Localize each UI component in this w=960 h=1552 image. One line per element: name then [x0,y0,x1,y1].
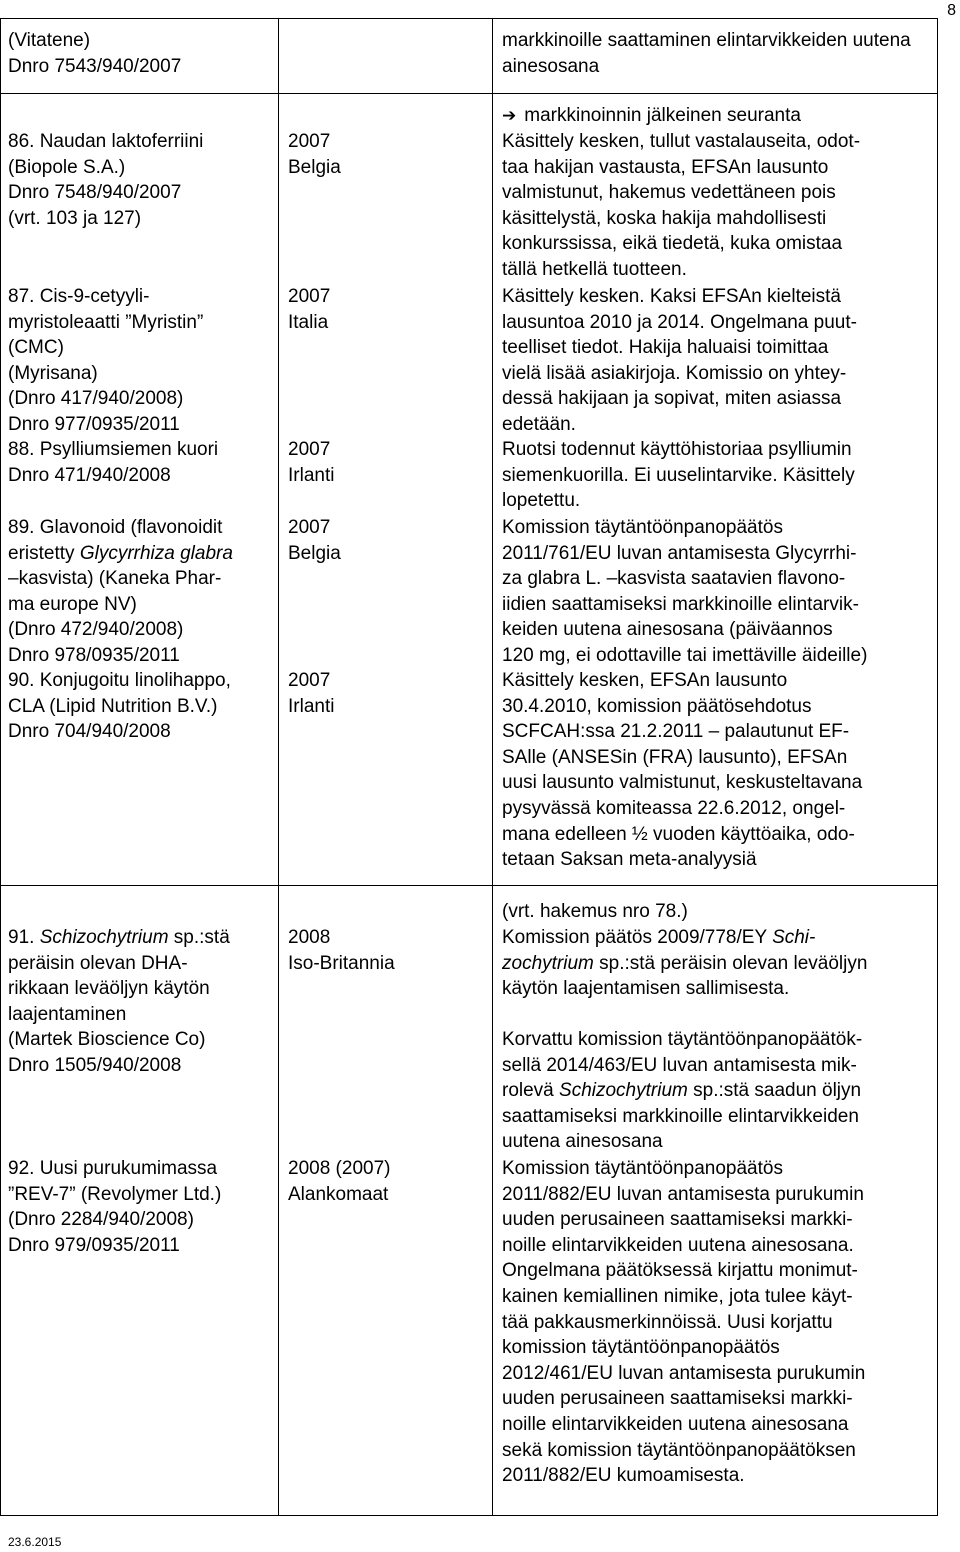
status-text-italic: Schizochytrium [559,1080,688,1102]
row-status-cell: markkinoille saattaminen elintarvikkeiden uutena ainesosana [502,30,911,77]
row-item-cell: 88. Psylliumsiemen kuori Dnro 471/940/2008 [8,439,219,486]
item-text: sp.:stä peräisin olevan DHA- rikkaan leväöljyn käytön laajentaminen (Martek Bioscience Co) Dnro 1505/940/2008 [8,927,230,1076]
row-item-cell: (Vitatene) Dnro 7543/940/2007 [8,30,182,77]
row-year-country-cell: 2007 Irlanti [288,439,335,486]
row-status-cell: Käsittely kesken, tullut vastalauseita, odot- taa hakijan vastausta, EFSAn lausunto valmistunut, hakemus vedettäneen pois käsittelystä, koska hakija mahdollisesti konkurssissa, eikä tiedetä, kuka omistaa tällä hetkellä tuotteen. [502,131,861,280]
row-status-cell: Käsittely kesken. Kaksi EFSAn kielteistä lausuntoa 2010 ja 2014. Ongelmana puut- teelliset tiedot. Hakija haluaisi toimittaa vielä lisää asiakirjoja. Komissio on yhtey- dessä hakijaan ja sopivat, miten asiassa edetään. [502,286,857,435]
row-year-country-cell: 2007 Belgia [288,517,341,564]
row-item-cell: 87. Cis-9-cetyyli- myristoleaatti ”Myristin” (CMC) (Myrisana) (Dnro 417/940/2008) Dnro 977/0935/2011 [8,286,204,435]
status-heading-text: markkinoinnin jälkeinen seuranta [524,105,801,126]
status-text: Korvattu komission täytäntöönpanopäätök- sellä 2014/463/EU luvan antamisesta mik- rolevä [502,1029,863,1102]
arrow-right-icon: ➔ [502,106,517,126]
row-status-cell: Komission täytäntöönpanopäätös 2011/882/EU luvan antamisesta purukumin uuden perusaineen saattamiseksi markki- noille elintarvikkeiden uutena ainesosana. Ongelmana päätöksessä kirjattu monimut- kainen kemiallinen nimike, jota tulee käyt- tää pakkausmerkinnöissä. Uusi korjattu komission täytäntöönpanopäätös 2012/461/EU luvan antamisesta purukumin uuden perusaineen saattamiseksi markki- noille elintarvikkeiden uutena ainesosana sekä komission täytäntöönpanopäätöksen 2011/882/EU kumoamisesta. [502,1158,866,1487]
row-status-cell: Ruotsi todennut käyttöhistoriaa psylliumin siemenkuorilla. Ei uuselintarvike. Käsittely lopetettu. [502,439,855,512]
item-text: 91. [8,927,40,948]
item-text-italic: Glycyrrhiza glabra [79,542,233,564]
status-text: sp.:stä peräisin olevan leväöljyn käytön laajentamisen sallimisesta. [502,952,868,1000]
page-number: 8 [947,2,956,19]
row-item-cell [8,925,276,1079]
row-item-cell [8,515,276,669]
row-status-cell [502,925,934,1002]
row-status-heading [502,103,934,130]
row-year-country-cell: 2008 (2007) Alankomaat [288,1158,391,1205]
row-item-cell: 90. Konjugoitu linolihappo, CLA (Lipid Nutrition B.V.) Dnro 704/940/2008 [8,670,231,743]
row-year-country-cell: 2007 Belgia [288,131,341,178]
row-item-cell: 92. Uusi purukumimassa ”REV-7” (Revolymer Ltd.) (Dnro 2284/940/2008) Dnro 979/0935/2011 [8,1158,222,1256]
item-text: 89. Glavonoid (flavonoidit eristetty [8,517,223,564]
row-status-cell [502,1027,934,1155]
column-divider [492,18,493,1516]
item-text-italic: Schizochytrium [39,927,169,948]
row-divider [0,93,938,94]
status-text: sp.:stä saadun öljyn saattamiseksi markkinoille elintarvikkeiden uutena ainesosana [502,1080,862,1153]
item-text: –kasvista) (Kaneka Phar- ma europe NV) (Dnro 472/940/2008) Dnro 978/0935/2011 [8,568,222,666]
status-text-italic: Schi- zochytrium [502,927,816,974]
footer-date: 23.6.2015 [8,1535,62,1549]
row-status-note: (vrt. hakemus nro 78.) [502,901,688,922]
row-status-cell: Käsittely kesken, EFSAn lausunto 30.4.2010, komission päätösehdotus SCFCAH:ssa 21.2.2011 – palautunut EF- SAlle (ANSESin (FRA) lausunto), EFSAn uusi lausunto valmistunut, keskusteltavana pysyvässä komiteassa 22.6.2012, ongel- mana edelleen ½ vuoden käyttöaika, odo- tetaan Saksan meta-analyysiä [502,670,863,871]
row-year-country-cell: 2008 Iso-Britannia [288,927,395,974]
row-status-cell: Komission täytäntöönpanopäätös 2011/761/EU luvan antamisesta Glycyrrhi- za glabra L. –kasvista saatavien flavono- iidien saattamiseksi markkinoille elintarvik- keiden uutena ainesosana (päiväannos 120 mg, ei odottaville tai imettäville äideille) [502,517,868,666]
row-divider [0,885,938,886]
row-year-country-cell: 2007 Italia [288,286,331,333]
status-text: Komission päätös 2009/778/EY [502,927,773,948]
row-year-country-cell: 2007 Irlanti [288,670,335,717]
row-item-cell: 86. Naudan laktoferriini (Biopole S.A.) Dnro 7548/940/2007 (vrt. 103 ja 127) [8,131,204,229]
column-divider [278,18,279,1516]
